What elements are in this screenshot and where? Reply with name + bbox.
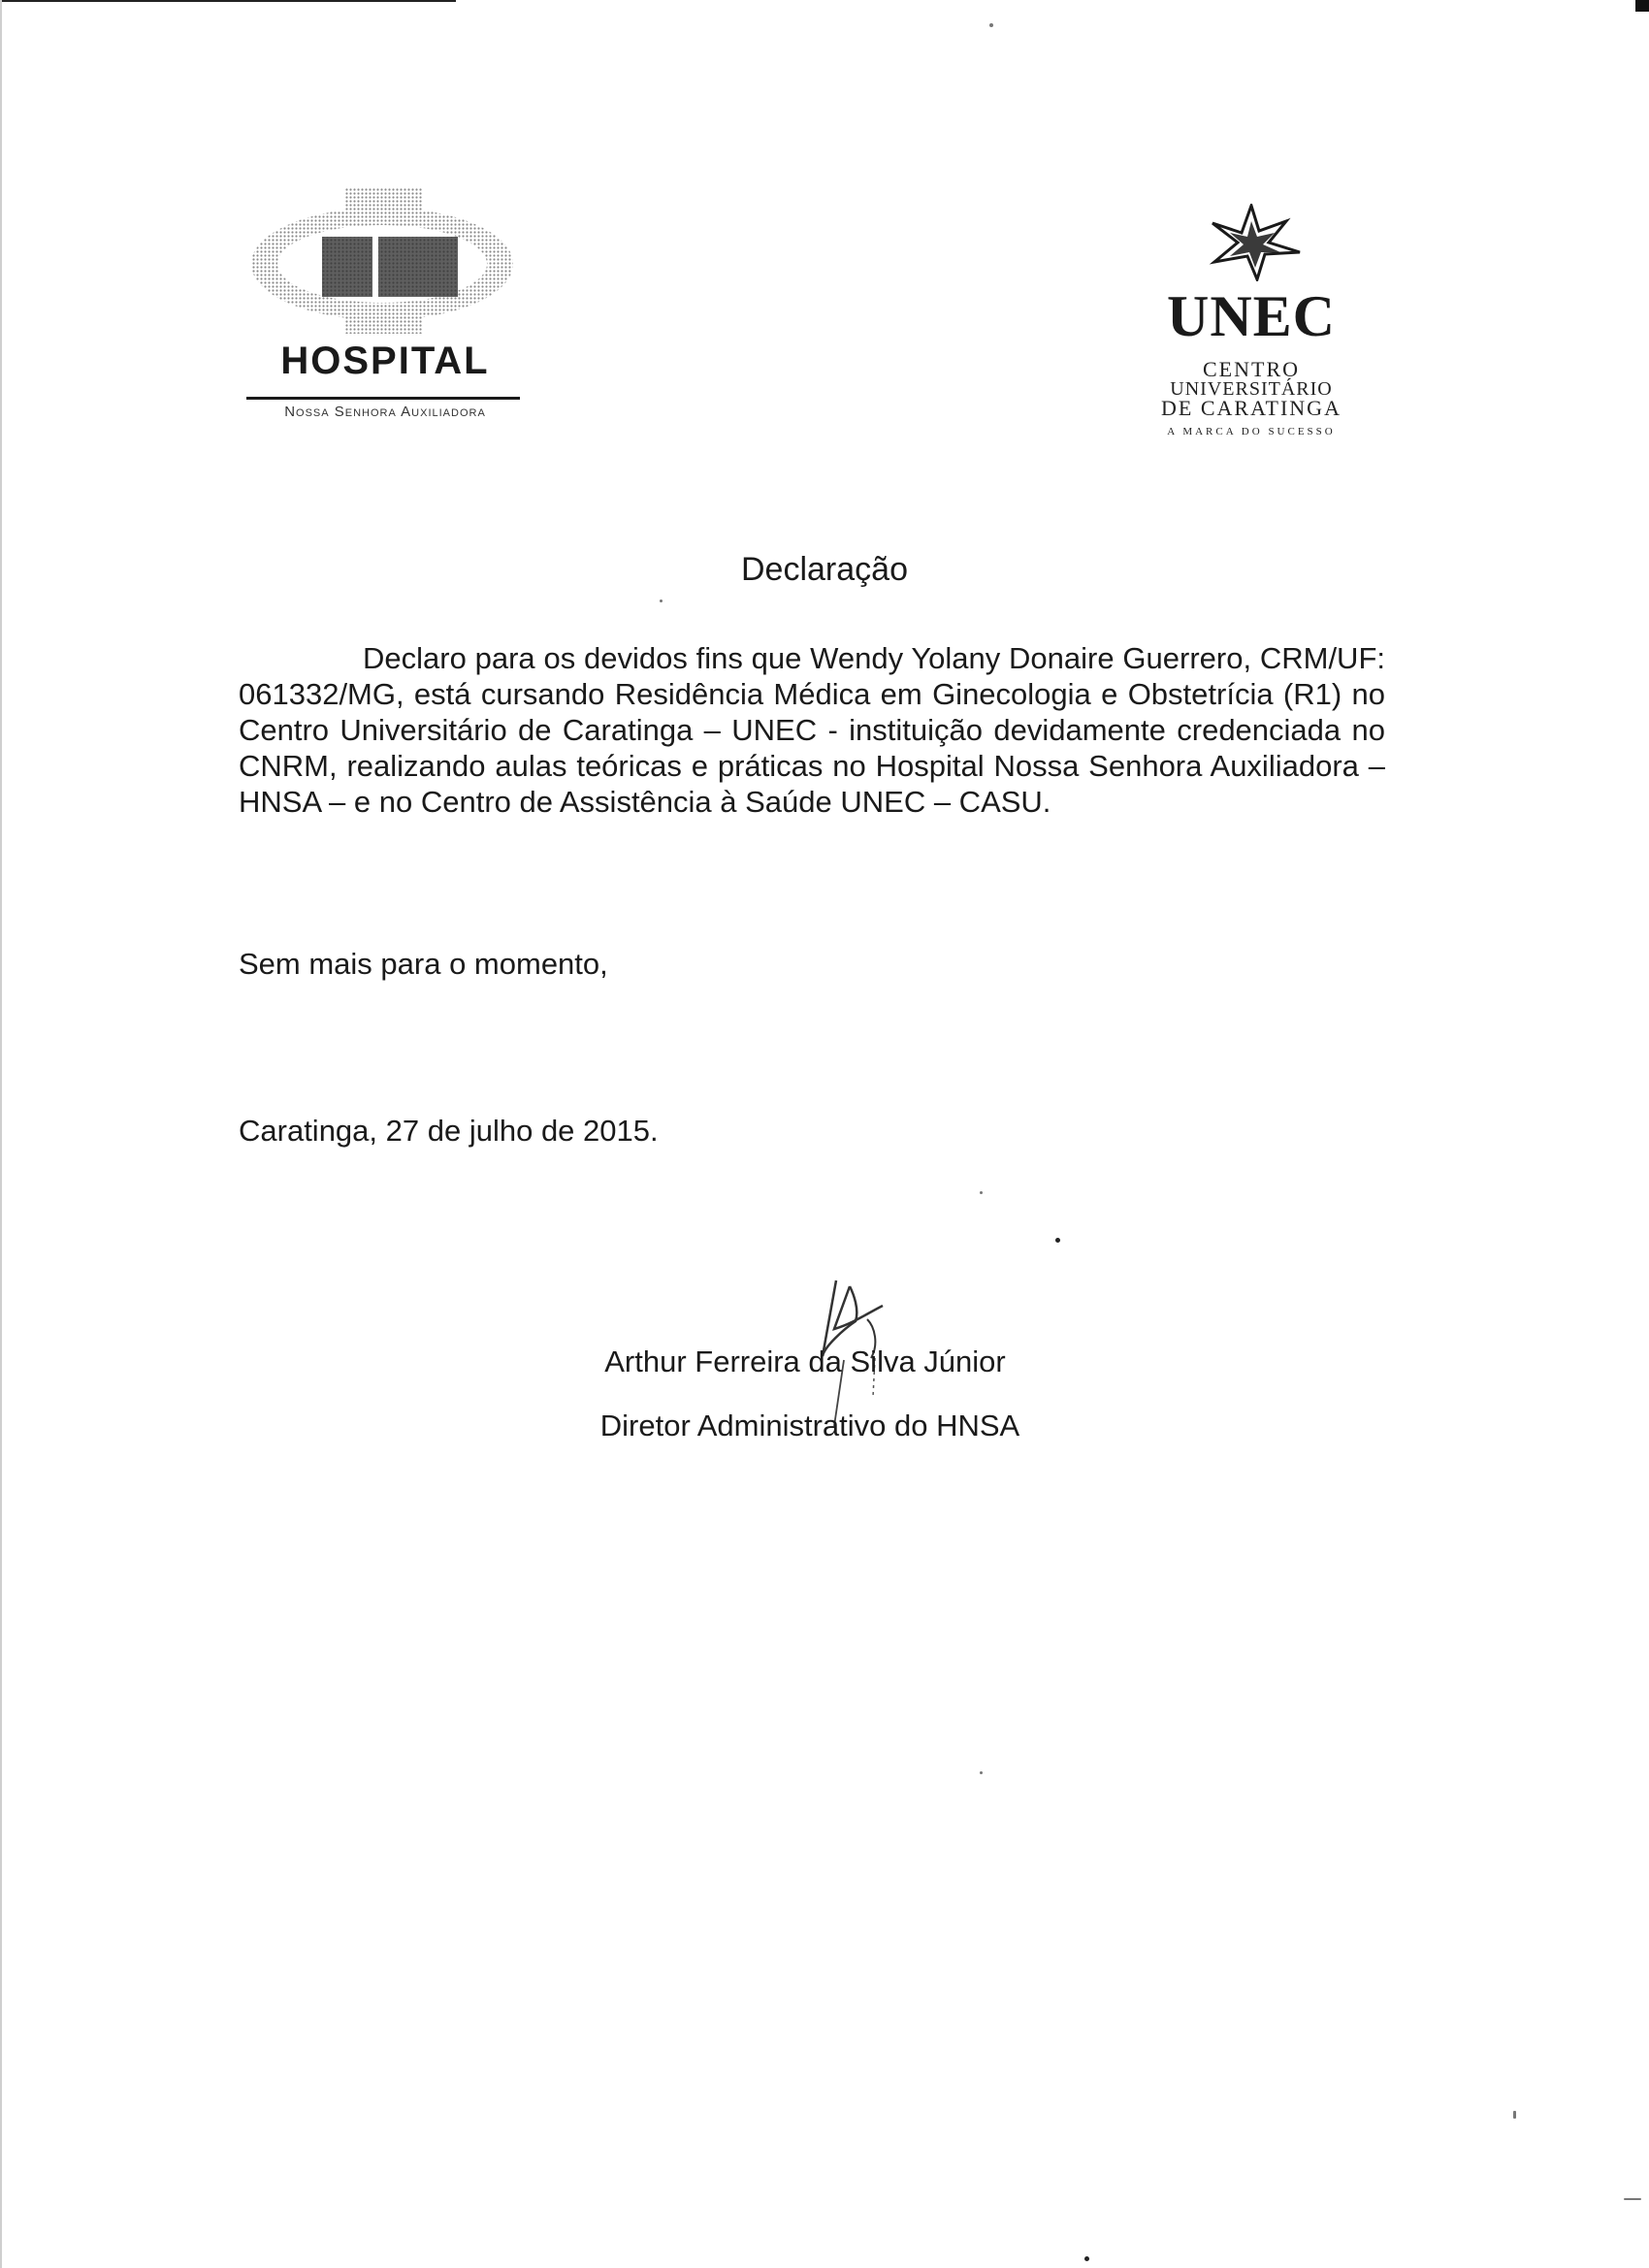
signatory-name: Arthur Ferreira da Silva Júnior — [604, 1345, 1006, 1378]
scan-speck — [660, 599, 663, 602]
unec-tagline: A MARCA DO SUCESSO — [1167, 426, 1336, 437]
scan-speck — [980, 1771, 983, 1774]
scan-artifact-corner — [1635, 0, 1649, 12]
unec-logo — [1125, 204, 1406, 456]
hospital-emblem-icon — [244, 184, 526, 340]
hospital-name: HOSPITAL — [280, 340, 490, 382]
hospital-subtitle: Nossa Senhora Auxiliadora — [284, 404, 486, 420]
signatory-role: Diretor Administrativo do HNSA — [599, 1409, 1020, 1442]
scan-speck — [1624, 2198, 1641, 2200]
document-body: Declaro para os devidos fins que Wendy Yolany Donaire Guerrero, CRM/UF: 061332/MG, está cursando Residência Médica em Ginecologia e Obstetrícia (R1) no Centro Universitário de Caratinga – UNEC - instituição devidamente credenciada no CNRM, realizando aulas teóricas e práticas no Hospital Nossa Senhora Auxiliadora – HNSA – e no Centro de Assistência à Saúde UNEC – CASU. — [239, 641, 1385, 819]
scan-speck — [980, 1191, 983, 1194]
place-date: Caratinga, 27 de julho de 2015. — [239, 1114, 659, 1148]
unec-name: UNEC — [1166, 284, 1336, 348]
unec-star-icon — [1193, 204, 1310, 281]
document-title: Declaração — [741, 551, 908, 588]
unec-line-1: CENTRO — [1203, 357, 1300, 381]
hospital-logo — [244, 184, 526, 437]
unec-line-3: DE CARATINGA — [1161, 396, 1342, 420]
scan-artifact-edge — [0, 0, 2, 2268]
scan-speck — [1055, 1238, 1060, 1243]
hospital-rule — [246, 397, 520, 400]
scan-artifact-top — [0, 0, 456, 2]
scan-speck — [1513, 2111, 1516, 2119]
scan-speck — [1084, 2256, 1089, 2261]
scan-speck — [989, 23, 993, 27]
unec-line-2: UNIVERSITÁRIO — [1170, 378, 1333, 400]
closing-line: Sem mais para o momento, — [239, 947, 608, 981]
